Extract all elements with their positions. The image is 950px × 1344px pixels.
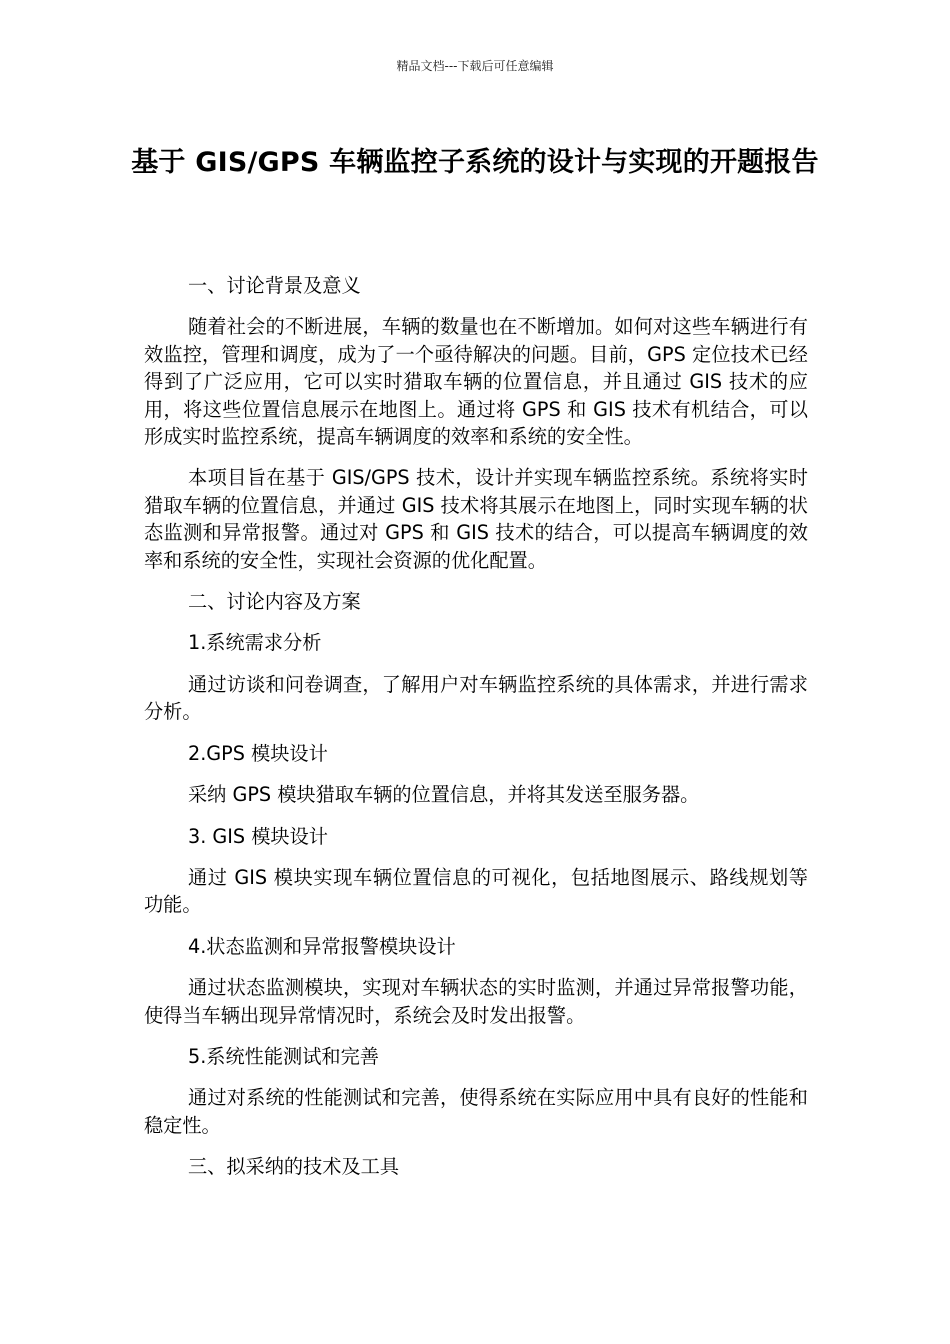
body-paragraph: 采纳 GPS 模块猎取车辆的位置信息，并将其发送至服务器。	[188, 783, 700, 807]
body-paragraph: 随着社会的不断进展，车辆的数量也在不断增加。如何对这些车辆进行有效监控，管理和调度，成为了一个亟待解决的问题。目前，GPS 定位技术已经得到了广泛应用，它可以实时猎取车辆的位置信息，并且通过 GIS 技术的应用，将这些位置信息展示在地图上。通过将 GPS 和 GIS 技术有机结合，可以形成实时监控系统，提高车辆调度的效率和系统的安全性。	[144, 315, 808, 449]
body-paragraph: 通过 GIS 模块实现车辆位置信息的可视化，包括地图展示、路线规划等功能。	[144, 865, 808, 917]
body-paragraph: 通过对系统的性能测试和完善，使得系统在实际应用中具有良好的性能和稳定性。	[144, 1086, 808, 1137]
document-title: 基于 GIS/GPS 车辆监控子系统的设计与实现的开题报告	[131, 147, 819, 178]
body-paragraph: 本项目旨在基于 GIS/GPS 技术，设计并实现车辆监控系统。系统将实时猎取车辆的位置信息，并通过 GIS 技术将其展示在地图上，同时实现车辆的状态监测和异常报警。通过对 GPS 和 GIS 技术的结合，可以提高车辆调度的效率和系统的安全性，实现社会资源的优化配置。	[144, 466, 808, 572]
subsection-heading: 1.系统需求分析	[188, 631, 322, 655]
body-paragraph: 通过状态监测模块，实现对车辆状态的实时监测，并通过异常报警功能，使得当车辆出现异常情况时，系统会及时发出报警。	[144, 976, 808, 1027]
section-heading-tools: 三、拟采纳的技术及工具	[188, 1155, 400, 1179]
document-body	[144, 272, 808, 1195]
section-heading-content: 二、讨论内容及方案	[188, 590, 361, 614]
subsection-heading: 3. GIS 模块设计	[188, 824, 328, 848]
header-note: 精品文档---下载后可任意编辑	[396, 59, 554, 73]
subsection-heading: 5.系统性能测试和完善	[188, 1044, 379, 1068]
section-heading-background: 一、讨论背景及意义	[188, 274, 361, 297]
subsection-heading: 2.GPS 模块设计	[188, 741, 328, 765]
body-paragraph: 通过访谈和问卷调查，了解用户对车辆监控系统的具体需求，并进行需求分析。	[144, 672, 808, 724]
subsection-heading: 4.状态监测和异常报警模块设计	[188, 934, 456, 958]
